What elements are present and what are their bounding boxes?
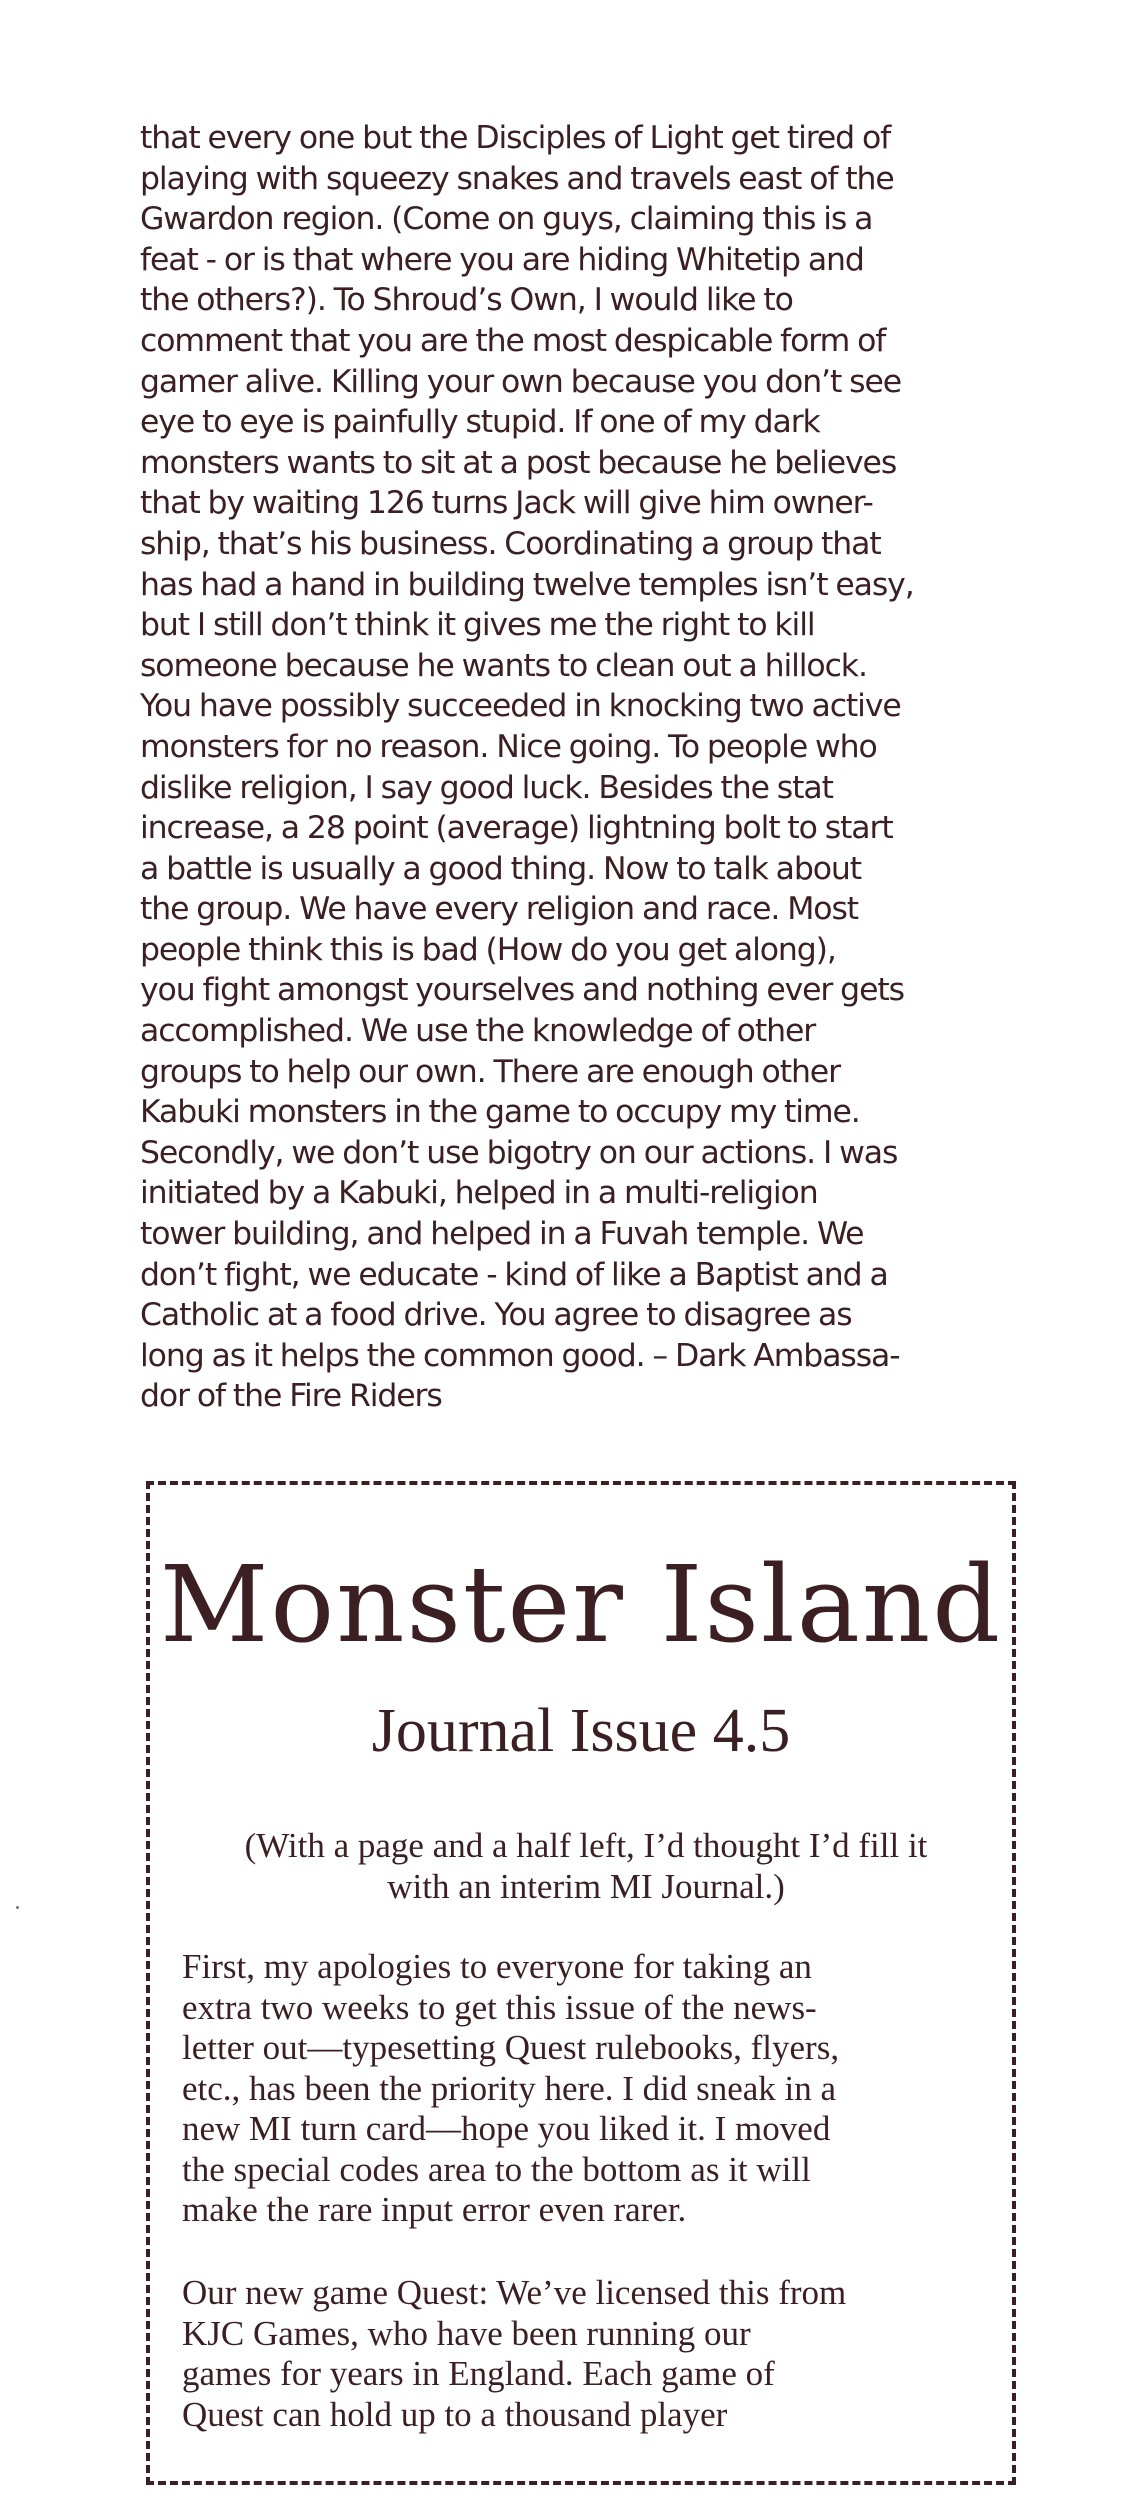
journal-masthead: Monster Island bbox=[159, 1543, 1003, 1666]
article-line: comment that you are the most despicable form of bbox=[140, 322, 886, 359]
article-continuation bbox=[140, 118, 1020, 1417]
article-line: a battle is usually a good thing. Now to talk about bbox=[140, 850, 862, 887]
paragraph-line: letter out—typesetting Quest rulebooks, flyers, bbox=[182, 2028, 840, 2067]
article-line: Secondly, we don’t use bigotry on our actions. I was bbox=[140, 1134, 898, 1171]
paragraph-line: extra two weeks to get this issue of the news- bbox=[182, 1987, 817, 2027]
journal-box bbox=[146, 1481, 1016, 2485]
note-line: with an interim MI Journal.) bbox=[387, 1867, 785, 1906]
article-line: that every one but the Disciples of Light get tired of bbox=[140, 120, 891, 156]
article-line: ship, that’s his business. Coordinating a group that bbox=[140, 525, 881, 562]
article-line: accomplished. We use the knowledge of other bbox=[140, 1013, 816, 1050]
note-line: (With a page and a half left, I’d thought I’d fill it bbox=[244, 1826, 928, 1865]
article-line: You have possibly succeeded in knocking two active bbox=[140, 688, 901, 725]
article-line: groups to help our own. There are enough other bbox=[140, 1053, 840, 1090]
paragraph-line: new MI turn card—hope you liked it. I moved bbox=[182, 2109, 831, 2148]
article-line: you fight amongst yourselves and nothing ever gets bbox=[140, 972, 904, 1009]
article-line: the others?). To Shroud’s Own, I would like to bbox=[140, 282, 793, 319]
article-line: Catholic at a food drive. You agree to disagree as bbox=[140, 1297, 852, 1334]
article-line: someone because he wants to clean out a hillock. bbox=[140, 647, 867, 684]
article-line: long as it helps the common good. – Dark Ambassa- bbox=[140, 1337, 900, 1374]
article-line: that by waiting 126 turns Jack will give him owner- bbox=[140, 485, 873, 522]
article-line: dor of the Fire Riders bbox=[140, 1378, 442, 1415]
article-line: Gwardon region. (Come on guys, claiming this is a bbox=[140, 201, 873, 238]
paragraph-line: KJC Games, who have been running our bbox=[182, 2313, 751, 2353]
scan-speck bbox=[16, 1906, 19, 1909]
article-line: gamer alive. Killing your own because you don’t see bbox=[140, 363, 902, 400]
article-line: don’t fight, we educate - kind of like a Baptist and a bbox=[140, 1256, 888, 1293]
journal-intro-note bbox=[170, 1825, 1002, 1907]
article-line: but I still don’t think it gives me the right to kill bbox=[140, 607, 815, 644]
paragraph-line: First, my apologies to everyone for taking an bbox=[182, 1947, 812, 1986]
article-line: eye to eye is painfully stupid. If one of my dark bbox=[140, 404, 820, 441]
paragraph-line: the special codes area to the bottom as it will bbox=[182, 2149, 811, 2189]
journal-paragraph-quest bbox=[182, 2273, 982, 2435]
article-line: increase, a 28 point (average) lightning bolt to start bbox=[140, 810, 893, 847]
paragraph-line: Quest can hold up to a thousand player bbox=[182, 2394, 728, 2434]
article-line: monsters for no reason. Nice going. To people who bbox=[140, 728, 877, 765]
article-line: Kabuki monsters in the game to occupy my time. bbox=[140, 1094, 860, 1131]
paragraph-line: etc., has been the priority here. I did sneak in a bbox=[182, 2068, 837, 2108]
article-line: dislike religion, I say good luck. Besides the stat bbox=[140, 769, 833, 806]
article-line: tower building, and helped in a Fuvah temple. We bbox=[140, 1216, 864, 1253]
article-line: feat - or is that where you are hiding Whitetip and bbox=[140, 241, 864, 278]
article-line: people think this is bad (How do you get along), bbox=[140, 931, 836, 968]
article-line: playing with squeezy snakes and travels east of the bbox=[140, 160, 894, 197]
paragraph-line: games for years in England. Each game of bbox=[182, 2354, 775, 2393]
article-line: the group. We have every religion and race. Most bbox=[140, 891, 859, 928]
paragraph-line: make the rare input error even rarer. bbox=[182, 2190, 687, 2229]
journal-issue-title: Journal Issue 4.5 bbox=[371, 1697, 791, 1765]
journal-paragraph-apologies bbox=[182, 1947, 982, 2231]
article-line: has had a hand in building twelve temples isn’t easy, bbox=[140, 566, 914, 603]
paragraph-line: Our new game Quest: We’ve licensed this from bbox=[182, 2273, 847, 2312]
article-line: monsters wants to sit at a post because he believes bbox=[140, 444, 897, 481]
article-line: initiated by a Kabuki, helped in a multi-religion bbox=[140, 1175, 818, 1212]
